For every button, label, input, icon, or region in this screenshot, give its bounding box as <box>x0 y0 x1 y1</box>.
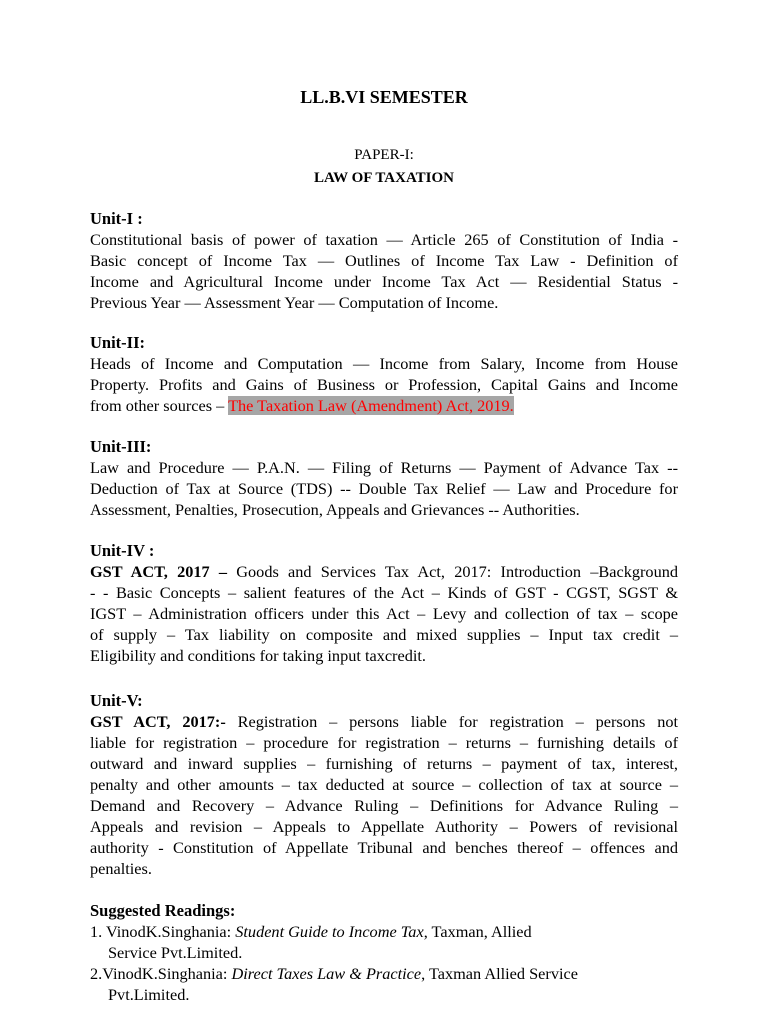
unit-text-line: liable for registration – procedure for registration – returns – furnishing details of <box>90 733 678 752</box>
unit-text-line <box>90 711 678 732</box>
paper-subject: LAW OF TAXATION <box>313 170 455 186</box>
unit-text-line: Basic concept of Income Tax — Outlines of Income Tax Law - Definition of <box>90 251 678 270</box>
reading-title: Direct Taxes Law & Practice <box>231 964 422 983</box>
unit-1-section <box>90 208 678 313</box>
paper-number: PAPER-I: <box>354 147 414 163</box>
unit-text-line: Constitutional basis of power of taxation — Article 265 of Constitution of India - <box>90 230 678 249</box>
line-prefix: from other sources – <box>90 396 229 415</box>
unit-text-line: Property. Profits and Gains of Business or Profession, Capital Gains and Income <box>90 375 678 394</box>
unit-heading: Unit-I : <box>90 209 143 228</box>
unit-text-line: Law and Procedure — P.A.N. — Filing of Returns — Payment of Advance Tax -- <box>90 458 678 477</box>
unit-2-section <box>90 332 678 416</box>
readings-heading: Suggested Readings: <box>90 901 236 920</box>
unit-text-line: penalty and other amounts – tax deducted at source – collection of tax at source – <box>90 775 678 794</box>
reading-item-continuation: Service Pvt.Limited. <box>108 943 243 962</box>
unit-text-line: IGST – Administration officers under this Act – Levy and collection of tax – scope <box>90 604 678 623</box>
unit-text-line: Appeals and revision – Appeals to Appellate Authority – Powers of revisional <box>90 817 678 836</box>
unit-text-line: Eligibility and conditions for taking input taxcredit. <box>90 646 426 665</box>
unit-text-line: Previous Year — Assessment Year — Computation of Income. <box>90 293 499 312</box>
unit-text-line: authority - Constitution of Appellate Tribunal and benches thereof – offences and <box>90 838 678 857</box>
unit-4-section <box>90 540 678 666</box>
unit-text-line <box>90 561 678 582</box>
reading-author: 1. VinodK.Singhania: <box>90 922 236 941</box>
unit-heading: Unit-III: <box>90 437 152 456</box>
unit-text-line: Income and Agricultural Income under Income Tax Act — Residential Status - <box>90 272 678 291</box>
act-name: GST ACT, 2017:- <box>90 712 226 731</box>
unit-text-line: of supply – Tax liability on composite and mixed supplies – Input tax credit – <box>90 625 678 644</box>
reading-item <box>90 963 690 984</box>
unit-text-line: Heads of Income and Computation — Income from Salary, Income from House <box>90 354 678 373</box>
reading-publisher: , Taxman, Allied <box>423 922 532 941</box>
unit-text-line: penalties. <box>90 859 152 878</box>
act-description: Goods and Services Tax Act, 2017: Introduction –Background <box>227 562 678 581</box>
semester-title: LL.B.VI SEMESTER <box>300 87 468 107</box>
unit-text-line <box>90 395 678 416</box>
reading-title: Student Guide to Income Tax <box>235 922 424 941</box>
unit-5-section <box>90 690 678 879</box>
act-description: Registration – persons liable for registration – persons not <box>225 712 678 731</box>
unit-heading: Unit-II: <box>90 333 146 352</box>
reading-author: 2.VinodK.Singhania: <box>90 964 232 983</box>
reading-item <box>90 921 690 942</box>
unit-text-line: Assessment, Penalties, Prosecution, Appeals and Grievances -- Authorities. <box>90 500 580 519</box>
reading-item-continuation: Pvt.Limited. <box>108 985 190 1004</box>
act-name: GST ACT, 2017 – <box>90 562 228 581</box>
amendment-highlight: The Taxation Law (Amendment) Act, 2019. <box>228 396 514 415</box>
unit-text-line: Demand and Recovery – Advance Ruling – Definitions for Advance Ruling – <box>90 796 678 815</box>
unit-heading: Unit-V: <box>90 691 143 710</box>
suggested-readings <box>90 900 690 1005</box>
unit-3-section <box>90 436 678 520</box>
unit-heading: Unit-IV : <box>90 541 155 560</box>
reading-publisher: , Taxman Allied Service <box>421 964 578 983</box>
unit-text-line: - - Basic Concepts – salient features of the Act – Kinds of GST - CGST, SGST & <box>90 583 678 602</box>
unit-text-line: Deduction of Tax at Source (TDS) -- Double Tax Relief — Law and Procedure for <box>90 479 678 498</box>
unit-text-line: outward and inward supplies – furnishing of returns – payment of tax, interest, <box>90 754 678 773</box>
